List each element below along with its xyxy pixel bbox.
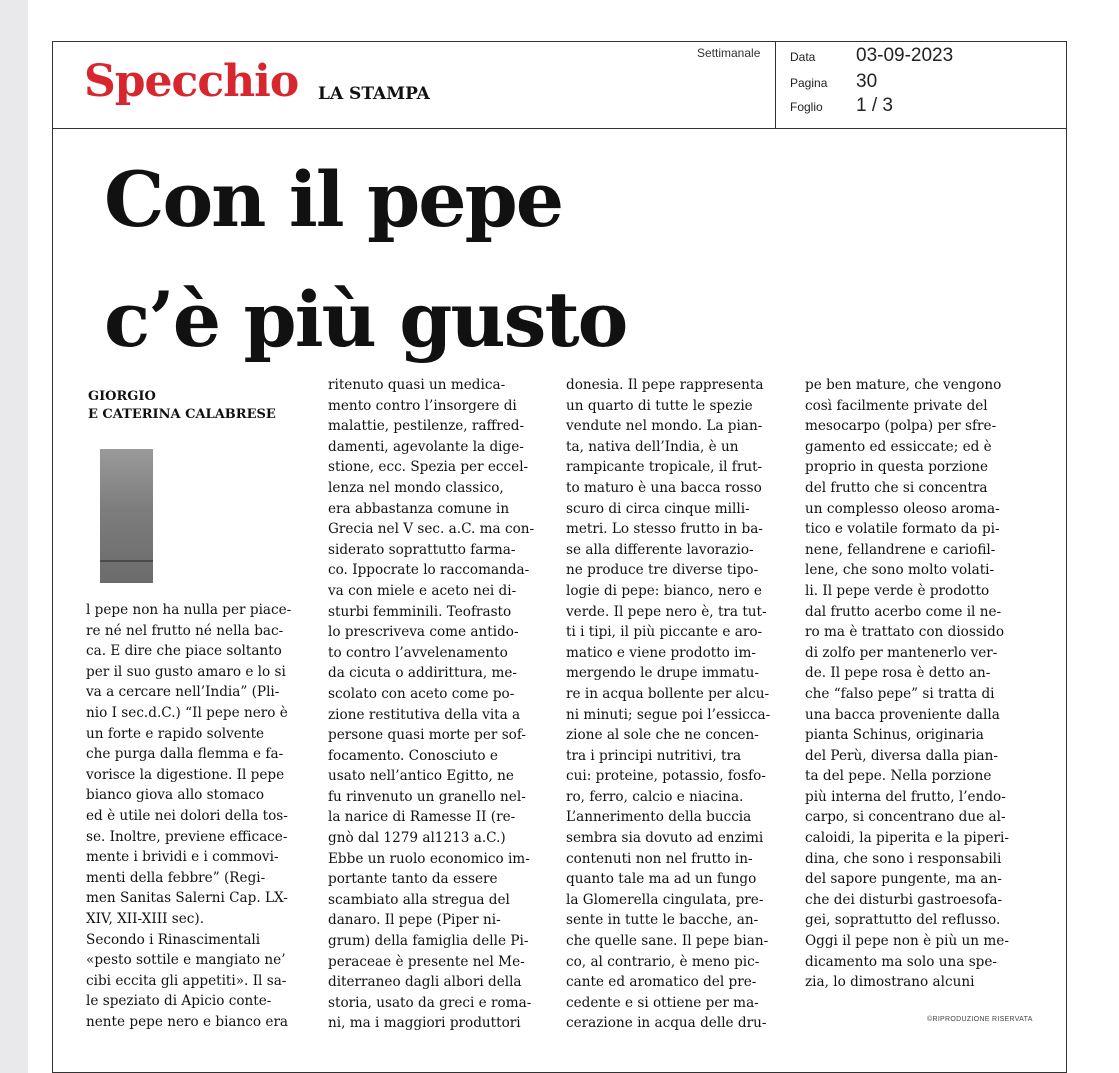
date-label: Data xyxy=(790,50,816,64)
author-photo xyxy=(100,449,153,583)
sheet-label: Foglio xyxy=(790,100,823,114)
article-column-2: ritenuto quasi un medica- mento contro l’insorgere di malattie, pestilenze, raffred- damenti, agevolante la dige- stione, ecc. Spezia per eccel- lenza nel mondo classico, era abbastanza comune in Grecia nel V sec. a.C. ma con- siderato soprattutto farma- co. Ippocrate lo raccomanda- va con miele e aceto nei di- sturbi femminili. Teofrasto lo prescriveva come antido- to contro l’avvelenamento da cicuta o addirittura, me- scolato con aceto come po- zione restitutiva della vita a persone quasi morte per sof- focamento. Conosciuto e usato nell’antico Egitto, ne fu rinvenuto un granello nel- la narice di Ramesse II (re- gnò dal 1279 al1213 a.C.) Ebbe un ruolo economico im- portante tanto da essere scambiato alla stregua del danaro. Il pepe (Piper ni- grum) della famiglia delle Pi- peraceae è presente nel Me- diterraneo dagli albori della storia, usato da greci e roma- ni, ma i maggiori produttori xyxy=(328,377,535,1032)
photo-divider xyxy=(100,560,153,562)
headline-line-2: c’è più gusto xyxy=(104,275,627,364)
specchio-logo: Specchio xyxy=(84,56,299,107)
article-column-1: l pepe non ha nulla per piace- re né nel frutto né nella bac- ca. E dire che piace soltanto per il suo gusto amaro e lo si va a cercare nell’India” (Pli- nio I sec.d.C.) “Il pepe nero è un forte e rapido solvente che purga dalla flemma e fa- vorisce la digestione. Il pepe bianco giova allo stomaco ed è utile nei dolori della tos- se. Inoltre, previene efficace- mente i brividi e i commovi- menti della febbre” (Regi- men Sanitas Salerni Cap. LX- XIV, XII-XIII sec). Secondo i Rinascimentali «pesto sottile e mangiato ne’ cibi eccita gli appetiti». Il sa- le speziato di Apicio conte- nente pepe nero e bianco era xyxy=(86,602,292,1030)
article-byline xyxy=(88,388,318,424)
byline-line-1: GIORGIO xyxy=(88,389,156,404)
frequency-label: Settimanale xyxy=(697,46,761,60)
article-column-3: donesia. Il pepe rappresenta un quarto di tutte le spezie vendute nel mondo. La pian- ta, nativa dell’India, è un rampicante tropicale, il frut- to maturo è una bacca rosso scuro di circa cinque milli- metri. Lo stesso frutto in ba- se alla differente lavorazio- ne produce tre diverse tipo- logie di pepe: bianco, nero e verde. Il pepe nero è, tra tut- ti i tipi, il più piccante e aro- matico e viene prodotto im- mergendo le drupe immatu- re in acqua bollente per alcu- ni minuti; segue poi l’essicca- zione al sole che ne concen- tra i principi nutritivi, tra cui: proteine, potassio, fosfo- ro, ferro, calcio e niacina. L’annerimento della buccia sembra sia dovuto ad enzimi contenuti non nel frutto in- quanto tale ma ad un fungo la Glomerella cingulata, pre- sente in tutte le bacche, an- che quelle sane. Il pepe bian- co, al contrario, è meno pic- cante ed aromatico del pre- cedente e si ottiene per ma- cerazione in acqua delle dru- xyxy=(566,377,771,1032)
page-value: 30 xyxy=(856,71,878,92)
copyright-notice: ©RIPRODUZIONE RISERVATA xyxy=(927,1016,1033,1023)
date-value: 03-09-2023 xyxy=(856,45,954,66)
page-label: Pagina xyxy=(790,76,828,90)
la-stampa-logo: LA STAMPA xyxy=(318,84,430,104)
article-headline xyxy=(104,140,804,380)
article-column-4: pe ben mature, che vengono così facilmente private del mesocarpo (polpa) per sfre- gamento ed essiccate; ed è proprio in questa porzione del frutto che si concentra un complesso oleoso aroma- tico e volatile formato da pi- nene, fellandrene e cariofil- lene, che sono molto volati- li. Il pepe verde è prodotto dal frutto acerbo come il ne- ro ma è trattato con diossido di zolfo per mantenerlo ver- de. Il pepe rosa è detto an- che “falso pepe” si tratta di una bacca proveniente dalla pianta Schinus, originaria del Perù, diversa dalla pian- ta del pepe. Nella porzione più interna del frutto, l’endo- carpo, si concentrano due al- caloidi, la piperita e la piperi- dina, che sono i responsabili del sapore pungente, ma an- che dei disturbi gastroesofa- gei, soprattutto del reflusso. Oggi il pepe non è più un me- dicamento ma solo una spe- zia, lo dimostrano alcuni xyxy=(805,377,1009,991)
headline-line-1: Con il pepe xyxy=(104,155,563,244)
sheet-value: 1 / 3 xyxy=(856,95,893,116)
byline-line-2: E CATERINA CALABRESE xyxy=(88,407,276,422)
